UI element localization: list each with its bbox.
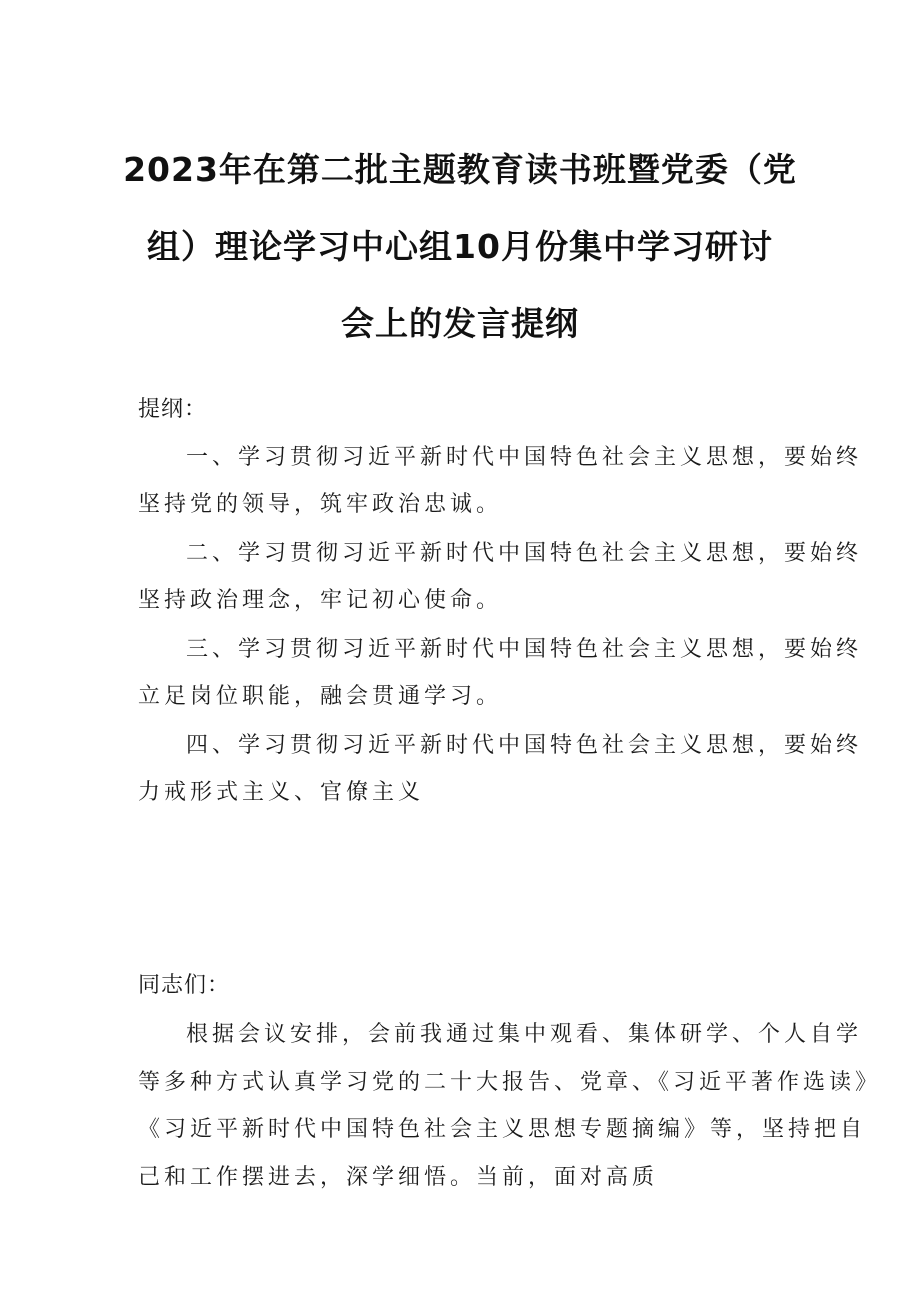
- outline-item-3-line-1: 三、学习贯彻习近平新时代中国特色社会主义思想，要始终: [186, 637, 863, 662]
- speech-paragraph-line-4: 己和工作摆进去，深学细悟。当前，面对高质: [138, 1165, 659, 1190]
- document-title: [0, 150, 920, 381]
- outline-item-2-line-1: 二、学习贯彻习近平新时代中国特色社会主义思想，要始终: [186, 541, 863, 566]
- speech-paragraph-line-3: 《习近平新时代中国特色社会主义思想专题摘编》等，坚持把自: [138, 1117, 867, 1142]
- title-line-1: 2023年在第二批主题教育读书班暨党委（党: [123, 150, 797, 189]
- outline-item-4-line-2: 力戒形式主义、官僚主义: [138, 780, 425, 805]
- outline-item-1-line-1: 一、学习贯彻习近平新时代中国特色社会主义思想，要始终: [186, 445, 863, 470]
- speech-greeting: 同志们：: [138, 973, 231, 998]
- outline-item-2-line-2: 坚持政治理念，牢记初心使命。: [138, 588, 503, 613]
- outline-item-1-line-2: 坚持党的领导，筑牢政治忠诚。: [138, 492, 503, 517]
- speech-paragraph-line-2: 等多种方式认真学习党的二十大报告、党章、《习近平著作选读》: [138, 1070, 882, 1095]
- title-line-2: 组）理论学习中心组10月份集中学习研讨: [147, 227, 773, 266]
- speech-paragraph-line-1: 根据会议安排，会前我通过集中观看、集体研学、个人自学: [186, 1022, 863, 1047]
- outline-label: 提纲：: [138, 397, 208, 422]
- outline-item-3-line-2: 立足岗位职能，融会贯通学习。: [138, 684, 503, 709]
- title-line-3: 会上的发言提纲: [341, 304, 579, 343]
- outline-item-4-line-1: 四、学习贯彻习近平新时代中国特色社会主义思想，要始终: [186, 733, 863, 758]
